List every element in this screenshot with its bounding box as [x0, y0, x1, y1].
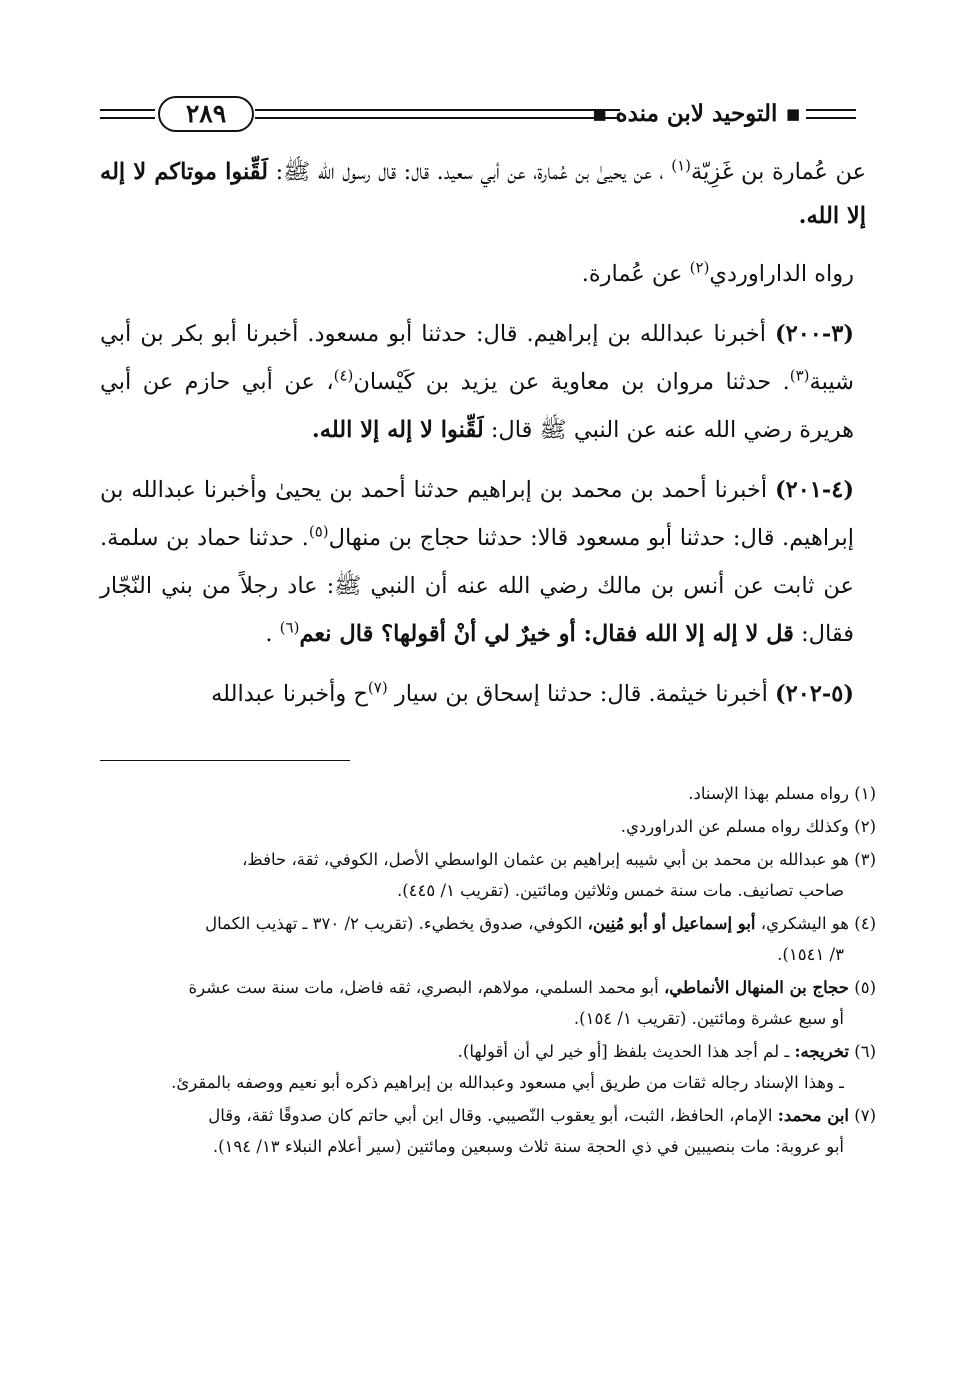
footnote-ref-3[interactable]: (٣) — [789, 366, 810, 385]
p3-text-b: . حدثنا مروان بن معاوية عن يزيد بن كَيْسان — [353, 369, 790, 395]
footnote-5-line-2: أو سبع عشرة ومائتين. (تقريب ١/ ١٥٤). — [573, 1009, 844, 1028]
p1-hadith-text: لَقِّنوا موتاكم لا إله إلا الله. — [100, 159, 866, 229]
paragraph-5 — [100, 670, 866, 718]
footnote-ref-7[interactable]: (٧) — [367, 678, 388, 697]
header-rule-left-2 — [100, 117, 155, 119]
p4-text-c: . — [265, 621, 280, 647]
footnote-6-label: تخريجه: — [794, 1042, 849, 1061]
footnotes — [100, 778, 876, 1164]
p1-text-b: ، عن يحيىٰ بن عُمارة، عن أبي سعيد. قال: قال رسول الله ﷺ: — [268, 159, 672, 185]
page-header — [100, 96, 856, 136]
footnote-3 — [100, 844, 876, 906]
header-rule-middle — [255, 109, 620, 111]
p4-hadith-text: قل لا إله إلا الله فقال: أو خيرٌ لي أنْ أقولها؟ قال نعم — [299, 621, 794, 647]
paragraph-3 — [100, 310, 866, 454]
footnote-4-kunya: أبو إسماعيل أو أبو مُنِين، — [587, 914, 756, 933]
header-rule-middle-2 — [255, 117, 620, 119]
hadith-number-202: (٥-٢٠٢) — [774, 681, 854, 707]
footnote-7-text-a: الإمام، الحافظ، الثبت، أبو يعقوب النّصيبي. وقال ابن أبي حاتم كان صدوقًا ثقة، وقال — [208, 1106, 778, 1125]
footnote-6-line-2: ـ وهذا الإسناد رجاله ثقات من طريق أبي مسعود وعبدالله بن إبراهيم ذكره أبو نعيم ووصفه بالمقرئ. — [171, 1073, 844, 1092]
header-rule-right — [806, 109, 856, 111]
footnote-5-text-a: أبو محمد السلمي، مولاهم، البصري، ثقه فاضل، مات سنة ست عشرة — [188, 978, 664, 997]
footnote-ref-5[interactable]: (٥) — [308, 522, 329, 541]
footnote-ref-6[interactable]: (٦) — [279, 618, 300, 637]
p5-text-b: ح وأخبرنا عبدالله — [211, 681, 368, 707]
p5-text-a: أخبرنا خيثمة. قال: حدثنا إسحاق بن سيار — [387, 681, 775, 707]
paragraph-1 — [100, 150, 866, 238]
footnote-4 — [100, 908, 876, 970]
footnote-7-number: (٧) — [849, 1106, 876, 1125]
footnote-4-line-2: ٣/ ١٥٤١). — [777, 945, 844, 964]
p1-text-a: عن عُمارة بن غَزِيّة — [691, 159, 866, 185]
footnote-7-line-2: أبو عروبة: مات بنصيبين في ذي الحجة سنة ثلاث وسبعين ومائتين (سير أعلام النبلاء ١٣/ ١٩٤). — [212, 1137, 844, 1156]
header-rule-left — [100, 109, 155, 111]
footnote-6-number: (٦) — [849, 1042, 876, 1061]
footnote-5 — [100, 972, 876, 1034]
p4-text-a: أخبرنا أحمد بن محمد بن إبراهيم حدثنا أحمد بن يحيىٰ وأخبرنا عبدالله بن إبراهيم. قال: حدثنا أبو مسعود قالا: حدثنا حجاج بن منهال — [100, 477, 855, 551]
p4-text-b: . حدثنا حماد بن سلمة. عن ثابت عن أنس بن مالك رضي الله عنه أن النبي ﷺ: عاد رجلاً من بني النّجّار فقال: — [100, 525, 854, 647]
footnote-4-text-a: (٤) هو اليشكري، — [755, 914, 876, 933]
p2-text-b: عن عُمارة. — [581, 261, 690, 287]
footnote-7 — [100, 1100, 876, 1162]
footnote-ref-2[interactable]: (٢) — [689, 258, 710, 277]
p3-text-a: أخبرنا عبدالله بن إبراهيم. قال: حدثنا أبو مسعود. أخبرنا أبو بكر بن أبي شيبة — [100, 321, 854, 395]
paragraph-4 — [100, 466, 866, 658]
hadith-number-200: (٣-٢٠٠) — [774, 321, 854, 347]
book-title: ▪ التوحيد لابن منده ▪ — [591, 100, 801, 127]
footnote-ref-1[interactable]: (١) — [671, 156, 691, 175]
p3-hadith-text: لَقِّنوا لا إله إلا الله. — [311, 417, 484, 443]
footnote-6 — [100, 1036, 876, 1098]
header-rule-right-2 — [806, 117, 856, 119]
footnote-3-line-1: (٣) هو عبدالله بن محمد بن أبي شيبه إبراهيم بن عثمان الواسطي الأصل، الكوفي، ثقة، حافظ، — [242, 850, 876, 869]
footnote-2: (٢) وكذلك رواه مسلم عن الدراوردي. — [620, 817, 876, 836]
footnote-4-text-b: الكوفي، صدوق يخطيء. (تقريب ٢/ ٣٧٠ ـ تهذيب الكمال — [205, 914, 588, 933]
p2-text-a: رواه الداراوردي — [709, 261, 854, 287]
footnote-1: (١) رواه مسلم بهذا الإسناد. — [688, 784, 876, 803]
footnote-5-number: (٥) — [849, 978, 876, 997]
paragraph-2 — [100, 250, 866, 298]
p3-text-c: ، عن أبي حازم عن أبي هريرة رضي الله عنه عن النبي ﷺ قال: — [100, 369, 854, 443]
page-number: ٢٨٩ — [158, 96, 254, 132]
footnote-5-name: حجاج بن المنهال الأنماطي، — [663, 978, 849, 997]
main-text — [100, 150, 866, 730]
footnote-ref-4[interactable]: (٤) — [333, 366, 354, 385]
footnote-3-line-2: صاحب تصانيف. مات سنة خمس وثلاثين ومائتين. (تقريب ١/ ٤٤٥). — [396, 881, 844, 900]
footnote-separator — [100, 760, 350, 761]
hadith-number-201: (٤-٢٠١) — [774, 477, 854, 503]
footnote-7-label: ابن محمد: — [777, 1106, 849, 1125]
footnote-6-text-a: ـ لم أجد هذا الحديث بلفظ [أو خير لي أن أقولها). — [457, 1042, 795, 1061]
